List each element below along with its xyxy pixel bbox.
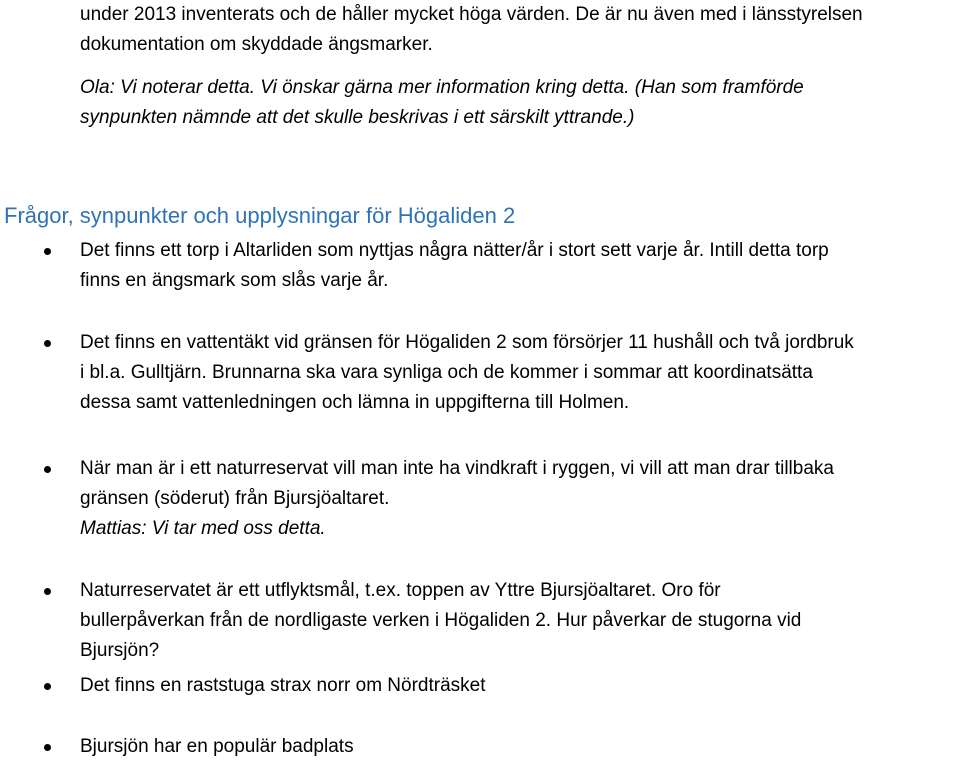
list-item-text xyxy=(80,236,829,296)
text-line: dokumentation om skyddade ängsmarker. xyxy=(80,34,433,55)
text-line: Det finns en raststuga strax norr om Nördträsket xyxy=(80,675,486,696)
text-line: finns en ängsmark som slås varje år. xyxy=(80,270,389,291)
bullet-icon xyxy=(44,744,51,751)
section-heading: Frågor, synpunkter och upplysningar för Högaliden 2 xyxy=(4,203,516,228)
text-line: dessa samt vattenledningen och lämna in uppgifterna till Holmen. xyxy=(80,392,630,413)
list-item-text xyxy=(80,732,354,762)
text-line: i bl.a. Gulltjärn. Brunnarna ska vara synliga och de kommer i sommar att koordinatsätta xyxy=(80,362,813,383)
text-line: bullerpåverkan från de nordligaste verken i Högaliden 2. Hur påverkar de stugorna vid xyxy=(80,610,802,631)
text-line: Naturreservatet är ett utflyktsmål, t.ex. toppen av Yttre Bjursjöaltaret. Oro för xyxy=(80,580,721,601)
text-line: Bjursjön? xyxy=(80,640,160,661)
bullet-icon xyxy=(44,683,51,690)
list-item-text xyxy=(80,328,854,418)
text-line: Det finns ett torp i Altarliden som nyttjas några nätter/år i stort sett varje år. Intill detta torp xyxy=(80,240,829,261)
bullet-icon xyxy=(44,340,51,347)
response-note: Mattias: Vi tar med oss detta. xyxy=(80,518,326,539)
text-line: under 2013 inventerats och de håller mycket höga värden. De är nu även med i länsstyrelsen xyxy=(80,4,863,25)
bullet-icon xyxy=(44,248,51,255)
list-item-text xyxy=(80,671,486,701)
text-line: Det finns en vattentäkt vid gränsen för Högaliden 2 som försörjer 11 hushåll och två jordbruk xyxy=(80,332,854,353)
text-line: gränsen (söderut) från Bjursjöaltaret. xyxy=(80,488,390,509)
text-line: När man är i ett naturreservat vill man inte ha vindkraft i ryggen, vi vill att man drar tillbaka xyxy=(80,458,834,479)
text-line: Bjursjön har en populär badplats xyxy=(80,736,354,757)
bullet-icon xyxy=(44,588,51,595)
bullet-icon xyxy=(44,466,51,473)
list-item-text xyxy=(80,454,834,544)
text-line: Ola: Vi noterar detta. Vi önskar gärna mer information kring detta. (Han som framförde xyxy=(80,77,804,98)
list-item-text xyxy=(80,576,801,666)
text-line: synpunkten nämnde att det skulle beskrivas i ett särskilt yttrande.) xyxy=(80,107,635,128)
